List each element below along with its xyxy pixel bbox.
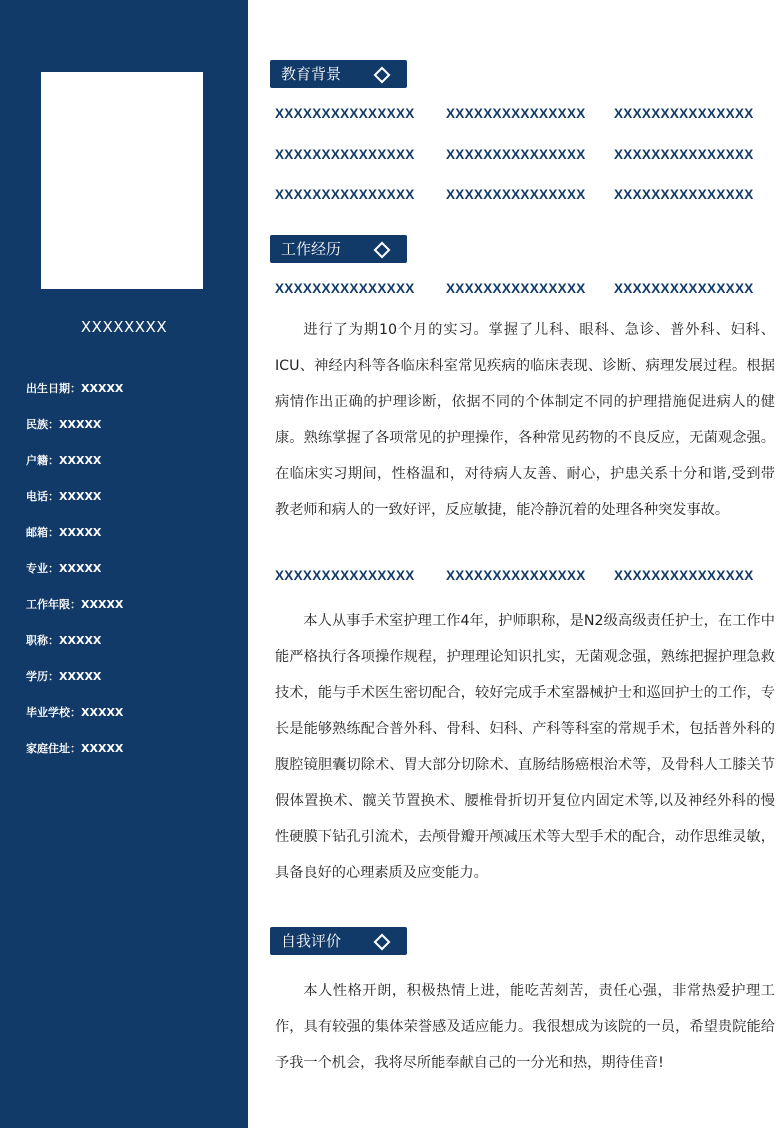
section-title-work: 工作经历 [270,235,407,263]
info-degree: 学历：XXXXX [26,670,102,683]
sidebar [0,0,248,1128]
info-household: 户籍：XXXXX [26,454,102,467]
info-phone: 电话：XXXXX [26,490,102,503]
work-entry-header: XXXXXXXXXXXXXXX XXXXXXXXXXXXXXX XXXXXXXXXXXXXXX [275,568,754,583]
info-email: 邮箱：XXXXX [26,526,102,539]
profile-photo-placeholder [41,72,203,289]
work-entry-description: 本人从事手术室护理工作4年，护师职称，是N2级高级责任护士，在工作中能严格执行各项操作规程，护理理论知识扎实，无菌观念强，熟练把握护理急救技术，能与手术医生密切配合，较好完成手术室器械护士和巡回护士的工作，专长是能够熟练配合普外科、骨科、妇科、产科等科室的常规手术，包括普外科的腹腔镜胆囊切除术、胃大部分切除术、直肠结肠癌根治术等，及骨科人工膝关节假体置换术、髋关节置换术、腰椎骨折切开复位内固定术等,以及神经外科的慢性硬膜下钻孔引流术，去颅骨瓣开颅减压术等大型手术的配合，动作思维灵敏，具备良好的心理素质及应变能力。 [275,613,775,881]
info-ethnicity: 民族：XXXXX [26,418,102,431]
self-evaluation-text: 本人性格开朗，积极热情上进，能吃苦刻苦，责任心强，非常热爱护理工作，具有较强的集体荣誉感及适应能力。我很想成为该院的一员，希望贵院能给予我一个机会，我将尽所能奉献自己的一分光和热，期待佳音! [275,983,775,1071]
diamond-icon [374,242,391,259]
education-row: XXXXXXXXXXXXXXX XXXXXXXXXXXXXXX XXXXXXXXXXXXXXX [275,147,754,162]
diamond-icon [374,67,391,84]
info-school: 毕业学校：XXXXX [26,706,124,719]
section-title-self-evaluation: 自我评价 [270,927,407,955]
info-birthdate: 出生日期：XXXXX [26,382,124,395]
section-title-education: 教育背景 [270,60,407,88]
candidate-name: XXXXXXXX [80,318,168,336]
info-address: 家庭住址：XXXXX [26,742,124,755]
main-content [248,0,777,1128]
info-major: 专业：XXXXX [26,562,102,575]
info-title: 职称：XXXXX [26,634,102,647]
education-row: XXXXXXXXXXXXXXX XXXXXXXXXXXXXXX XXXXXXXXXXXXXXX [275,106,754,121]
work-entry-description: 进行了为期10个月的实习。掌握了儿科、眼科、急诊、普外科、妇科、ICU、神经内科等各临床科室常见疾病的临床表现、诊断、病理发展过程。根据病情作出正确的护理诊断，依据不同的个体制定不同的护理措施促进病人的健康。熟练掌握了各项常见的护理操作，各种常见药物的不良反应，无菌观念强。在临床实习期间，性格温和，对待病人友善、耐心，护患关系十分和谐,受到带教老师和病人的一致好评，反应敏捷，能冷静沉着的处理各种突发事故。 [275,322,775,518]
info-work-years: 工作年限：XXXXX [26,598,124,611]
diamond-icon [374,934,391,951]
education-row: XXXXXXXXXXXXXXX XXXXXXXXXXXXXXX XXXXXXXXXXXXXXX [275,187,754,202]
work-entry-header: XXXXXXXXXXXXXXX XXXXXXXXXXXXXXX XXXXXXXXXXXXXXX [275,281,754,296]
